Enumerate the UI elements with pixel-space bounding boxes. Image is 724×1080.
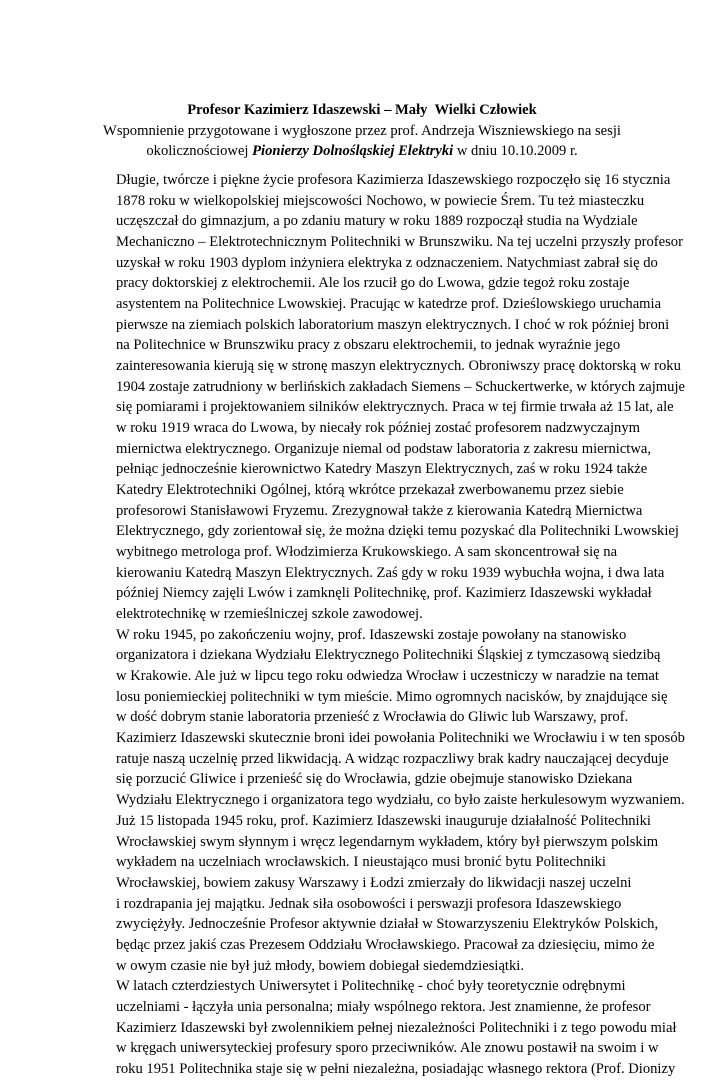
body-line: 1878 roku w wielkopolskiej miejscowości Nochowo, w powiecie Śrem. Tu też miasteczku bbox=[116, 192, 645, 209]
body-line: Już 15 listopada 1945 roku, prof. Kazimierz Idaszewski inauguruje działalność Politechniki bbox=[116, 812, 651, 829]
body-line: kierowaniu Katedrą Maszyn Elektrycznych. Zaś gdy w roku 1939 wybuchła wojna, i dwa lata bbox=[116, 564, 665, 581]
subtitle-suffix: w dniu 10.10.2009 r. bbox=[453, 143, 578, 159]
body-line: asystentem na Politechnice Lwowskiej. Pracując w katedrze prof. Dzieślowskiego uruchamia bbox=[116, 296, 662, 313]
body-line: profesorowi Stanisławowi Fryzemu. Zrezygnował także z kierowania Katedrą Miernictwa bbox=[116, 502, 643, 519]
body-text bbox=[116, 170, 685, 1080]
body-line: 1904 zostaje zatrudniony w berlińskich zakładach Siemens – Schuckertwerke, w których zajmuje bbox=[116, 378, 685, 395]
body-line: ratuje naszą uczelnię przed likwidacją. A widząc rozpaczliwy brak kadry nauczającej decyduje bbox=[116, 750, 669, 767]
body-line: będąc przez jakiś czas Prezesem Oddziału Wrocławskiego. Pracował za dziesięciu, mimo że bbox=[116, 936, 655, 953]
body-line: Kazimierz Idaszewski był zwolennikiem pełnej niezależności Politechniki i z tego powodu miał bbox=[116, 1019, 677, 1036]
body-line: Katedry Elektrotechniki Ogólnej, którą wkrótce przekazał zwerbowanemu przez siebie bbox=[116, 482, 624, 499]
body-line: elektrotechnikę w rzemieślniczej szkole zawodowej. bbox=[116, 606, 423, 623]
body-line: i rozdrapania jej majątku. Jednak siła osobowości i perswazji profesora Idaszewskiego bbox=[116, 895, 622, 912]
subtitle-emphasis: Pionierzy Dolnośląskiej Elektryki bbox=[252, 143, 454, 159]
body-line: pełniąc jednocześnie kierownictwo Katedry Maszyn Elektrycznych, zaś w roku 1924 także bbox=[116, 461, 648, 478]
body-line: W roku 1945, po zakończeniu wojny, prof. Idaszewski zostaje powołany na stanowisko bbox=[116, 626, 627, 643]
body-line: uczęszczał do gimnazjum, a po zdaniu matury w roku 1889 rozpoczął studia na Wydziale bbox=[116, 213, 638, 230]
body-line: zainteresowania kierują się w stronę maszyn elektrycznych. Obroniwszy pracę doktorską w roku bbox=[116, 358, 681, 375]
body-line: roku 1951 Politechnika staje się w pełni niezależna, posiadając własnego rektora (Prof. Dionizy bbox=[116, 1060, 676, 1077]
body-line: wybitnego metrologa prof. Włodzimierza Krukowskiego. A sam skoncentrował się na bbox=[116, 544, 618, 561]
body-line: później Niemcy zajęli Lwów i zamknęli Politechnikę, prof. Kazimierz Idaszewski wykładał bbox=[116, 585, 652, 602]
document-title: Profesor Kazimierz Idaszewski – Mały Wielki Człowiek bbox=[187, 102, 537, 118]
body-line: w Krakowie. Ale już w lipcu tego roku odwiedza Wrocław i uczestniczy w naradzie na temat bbox=[116, 668, 659, 685]
body-line: uczelniami - łączyła unia personalna; miały wspólnego rektora. Jest znamienne, że profesor bbox=[116, 998, 651, 1015]
body-line: Wrocławskiej swym słynnym i wręcz legendarnym wykładem, który był pierwszym polskim bbox=[116, 833, 659, 850]
body-line: organizatora i dziekana Wydziału Elektrycznego Politechniki Śląskiej z tymczasową siedzibą bbox=[116, 647, 661, 664]
body-line: w kręgach uniwersyteckiej profesury sporo przeciwników. Ale znowu postawił na swoim i w bbox=[116, 1040, 659, 1057]
body-line: pierwsze na ziemiach polskich laboratorium maszyn elektrycznych. I choć w rok później broni bbox=[116, 316, 670, 333]
body-line: w roku 1919 wraca do Lwowa, by niecały rok później zostać profesorem nadzwyczajnym bbox=[116, 420, 640, 437]
body-line: zwyciężyły. Jednocześnie Profesor aktywnie działał w Stowarzyszeniu Elektryków Polskich, bbox=[116, 916, 659, 933]
subtitle-prefix: okolicznościowej bbox=[146, 143, 253, 159]
body-line: Mechaniczno – Elektrotechnicznym Politechniki w Brunszwiku. Na tej uczelni przyszły profesor bbox=[116, 234, 683, 251]
body-line: uzyskał w roku 1903 dyplom inżyniera elektryka z odznaczeniem. Natychmiast zabrał się do bbox=[116, 254, 658, 271]
body-line: W latach czterdziestych Uniwersytet i Politechnikę - choć były teoretycznie odrębnymi bbox=[116, 978, 626, 995]
body-line: na Politechnice w Brunszwiku pracy z obszaru elektrochemii, to jednak wyraźnie jego bbox=[116, 337, 621, 354]
body-line: się porzucić Gliwice i przenieść się do Wrocławia, gdzie obejmuje stanowisko Dziekana bbox=[116, 771, 633, 788]
body-line: pracy doktorskiej z elektrochemii. Ale los rzucił go do Lwowa, gdzie tegoż roku zostaje bbox=[116, 275, 630, 292]
body-line: wykładem na uczelniach wrocławskich. I nieustająco musi bronić bytu Politechniki bbox=[116, 854, 606, 871]
body-line: Długie, twórcze i piękne życie profesora Kazimierza Idaszewskiego rozpoczęło się 16 stycznia bbox=[116, 172, 671, 188]
body-line: miernictwa elektrycznego. Organizuje niemal od podstaw laboratoria z zakresu miernictwa, bbox=[116, 440, 652, 457]
body-line: w dość dobrym stanie laboratoria przenieść z Wrocławia do Gliwic lub Warszawy, prof. bbox=[116, 709, 629, 726]
body-line: się pomiarami i projektowaniem silników elektrycznych. Praca w tej firmie trwała aż 15 lat, ale bbox=[116, 399, 674, 416]
body-line: Wrocławskiej, bowiem zakusy Warszawy i Łodzi zmierzały do likwidacji naszej uczelni bbox=[116, 874, 632, 891]
subtitle-line-2 bbox=[0, 142, 724, 160]
body-line: Kazimierz Idaszewski skutecznie broni idei powołania Politechniki we Wrocławiu i w ten sposób bbox=[116, 730, 685, 747]
body-line: losu poniemieckiej politechniki w tym mieście. Mimo ogromnych nacisków, by znajdujące się bbox=[116, 688, 668, 705]
body-line: w owym czasie nie był już młody, bowiem dobiegał siedemdziesiątki. bbox=[116, 957, 524, 974]
body-line: Elektrycznego, gdy zorientował się, że można dzięki temu pozyskać dla Politechniki Lwowskiej bbox=[116, 523, 679, 540]
subtitle-line-1: Wspomnienie przygotowane i wygłoszone przez prof. Andrzeja Wiszniewskiego na sesji bbox=[103, 123, 621, 139]
body-line: Wydziału Elektrycznego i organizatora tego wydziału, co było zaiste herkulesowym wyzwaniem. bbox=[116, 792, 685, 809]
